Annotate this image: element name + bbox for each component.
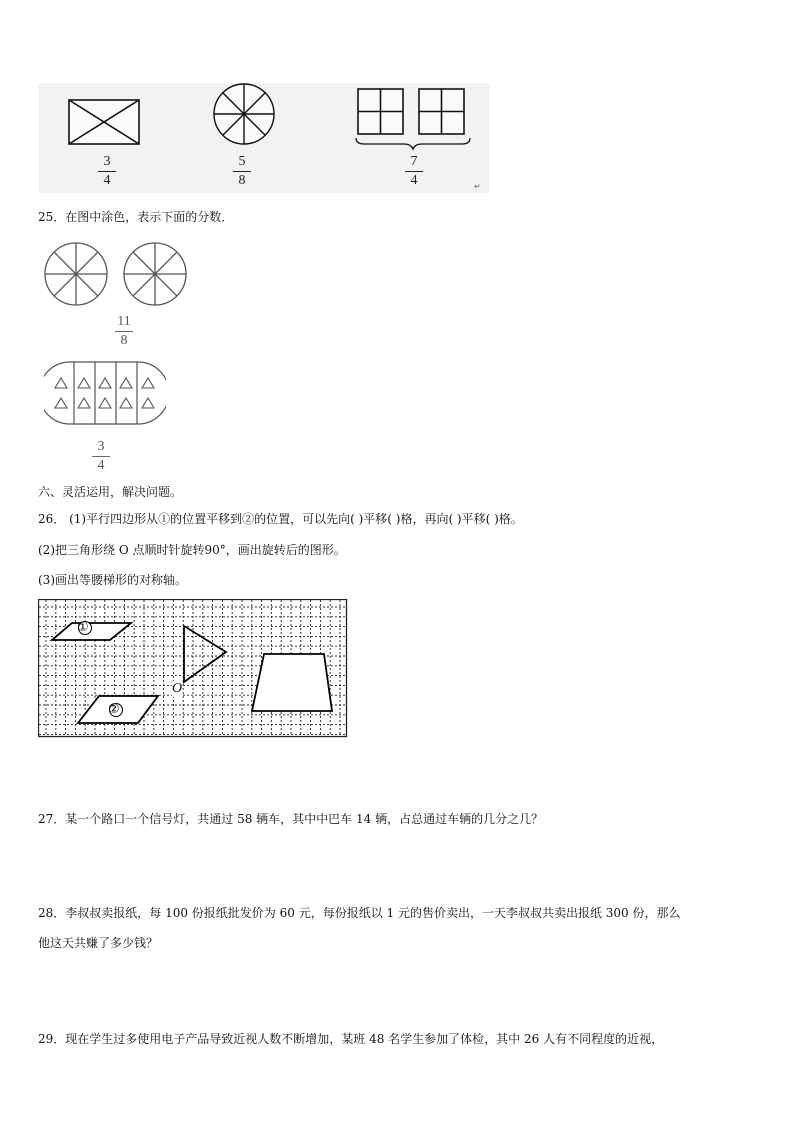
point-o-label: O	[172, 681, 183, 696]
dot-grid-figure	[38, 599, 348, 738]
question-29-text: 29．现在学生过多使用电子产品导致近视人数不断增加，某班 48 名学生参加了体检，其中 26 人有不同程度的近视，	[38, 1032, 664, 1046]
fraction-3-4-capsule	[89, 439, 113, 474]
isosceles-trapezoid	[252, 654, 332, 711]
circle-eight-parts	[214, 84, 274, 144]
denominator: 8	[120, 333, 128, 348]
denominator: 4	[97, 458, 105, 473]
question-27-text: 27．某一个路口一个信号灯，共通过 58 辆车，其中中巴车 14 辆，占总通过车辆的几分之几？	[38, 812, 544, 826]
brace-under-squares	[356, 138, 470, 149]
question-26-line-3: (3)画出等腰梯形的对称轴。	[38, 573, 187, 587]
numerator: 7	[410, 154, 418, 169]
denominator: 4	[103, 173, 111, 188]
triangles-in-capsule	[44, 358, 166, 428]
numerator: 3	[103, 154, 111, 169]
numerator: 3	[97, 439, 105, 454]
shape-1-label: ①	[77, 620, 89, 635]
question-28-line-1: 28．李叔叔卖报纸，每 100 份报纸批发价为 60 元，每份报纸以 1 元的售价卖出，一天李叔叔共卖出报纸 300 份，那么	[38, 906, 681, 920]
fraction-5-8	[230, 154, 254, 189]
section-6-heading: 六、灵活运用，解决问题。	[38, 485, 183, 499]
fraction-7-4	[402, 154, 426, 189]
numerator: 11	[117, 314, 131, 329]
two-circles-eight-parts	[42, 240, 202, 310]
question-26-line-2: (2)把三角形绕 O 点顺时针旋转90°，画出旋转后的图形。	[38, 543, 346, 557]
svg-text:↵: ↵	[474, 182, 481, 191]
numerator: 5	[238, 154, 246, 169]
shape-2-label: ②	[108, 702, 120, 717]
question-26-line-1: 26． (1)平行四边形从①的位置平移到②的位置，可以先向( )平移( )格，再向( )平移( )格。	[38, 512, 523, 526]
denominator: 8	[238, 173, 246, 188]
question-28-line-2: 他这天共赚了多少钱？	[38, 936, 159, 950]
rectangle-with-diagonals	[69, 100, 139, 144]
question-25-text: 25．在图中涂色，表示下面的分数．	[38, 210, 234, 224]
fraction-11-8	[112, 314, 136, 349]
two-squares-four-parts	[358, 89, 464, 134]
fraction-3-4	[95, 154, 119, 189]
denominator: 4	[410, 173, 418, 188]
